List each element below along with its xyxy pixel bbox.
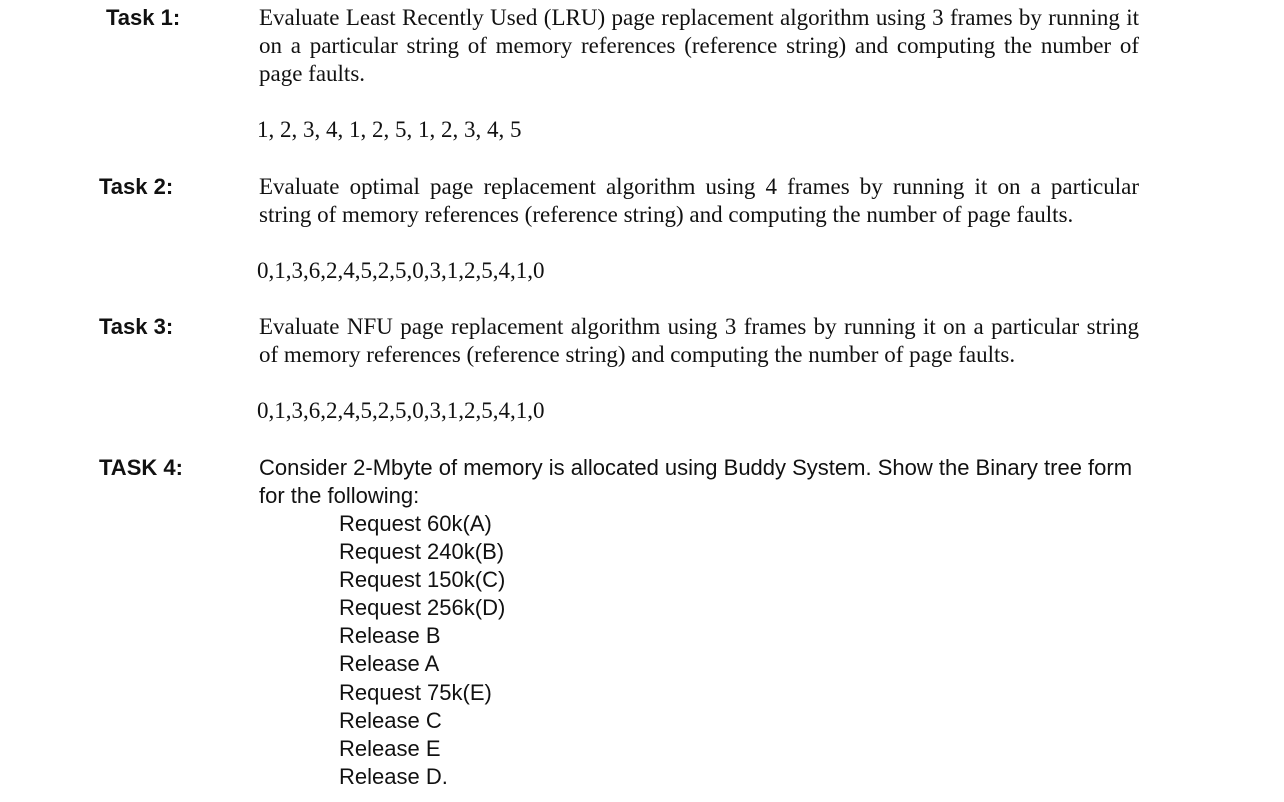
operation-item: Request 240k(B) xyxy=(339,539,505,565)
task-4-description: Consider 2-Mbyte of memory is allocated using Buddy System. Show the Binary tree form for the following: xyxy=(259,455,1133,508)
operation-item: Release B xyxy=(339,623,441,649)
operation-item: Release D. xyxy=(339,763,448,789)
operation-item: Request 75k(E) xyxy=(339,679,492,705)
operation-item: Request 256k(D) xyxy=(339,595,506,621)
task-3-label: Task 3: xyxy=(99,314,174,339)
task-1-description: Evaluate Least Recently Used (LRU) page replacement algorithm using 3 frames by running it on a particular string of memory references (reference string) and computing the number of page faults. xyxy=(259,5,1139,86)
operation-item: Request 150k(C) xyxy=(339,567,506,593)
task-2-label: Task 2: xyxy=(99,174,174,199)
task-2-description: Evaluate optimal page replacement algorithm using 4 frames by running it on a particular string of memory references (reference string) and computing the number of page faults. xyxy=(259,174,1139,227)
task-2-reference-string: 0,1,3,6,2,4,5,2,5,0,3,1,2,5,4,1,0 xyxy=(257,258,545,283)
task-3-description: Evaluate NFU page replacement algorithm using 3 frames by running it on a particular string of memory references (reference string) and computing the number of page faults. xyxy=(259,314,1139,367)
task-1-reference-string: 1, 2, 3, 4, 1, 2, 5, 1, 2, 3, 4, 5 xyxy=(257,117,522,142)
operation-item: Request 60k(A) xyxy=(339,511,492,536)
task-4-label: TASK 4: xyxy=(99,455,183,480)
task-1-label: Task 1: xyxy=(106,5,181,30)
buddy-operations-list xyxy=(339,510,505,791)
operation-item: Release C xyxy=(339,707,442,733)
operation-item: Release E xyxy=(339,735,441,761)
task-3-reference-string: 0,1,3,6,2,4,5,2,5,0,3,1,2,5,4,1,0 xyxy=(257,398,545,423)
operation-item: Release A xyxy=(339,651,440,677)
